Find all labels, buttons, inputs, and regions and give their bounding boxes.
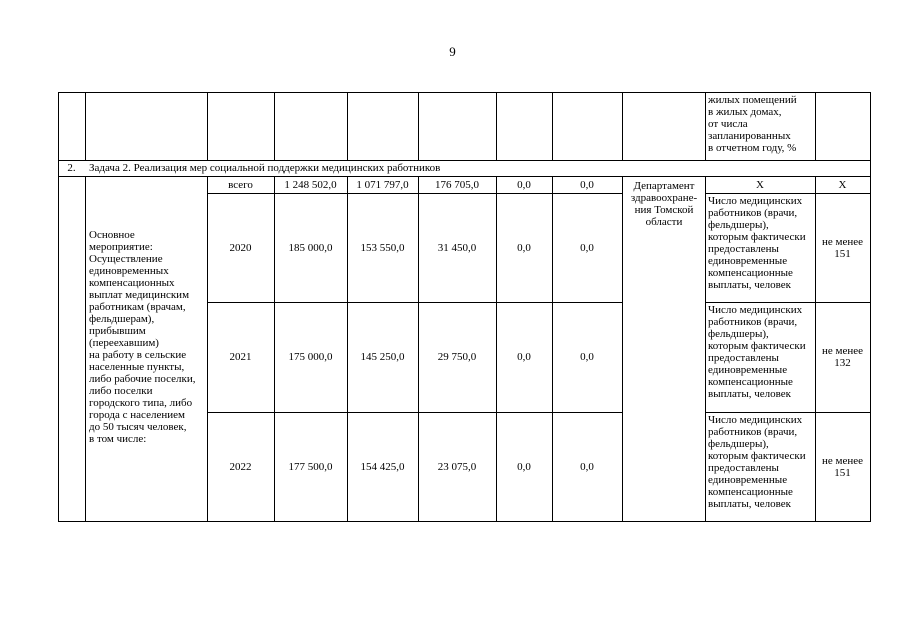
total-col2: 1 071 797,0 — [356, 179, 409, 191]
total-year: всего — [228, 179, 253, 191]
row-col3: 31 450,0 — [437, 242, 477, 254]
row-col2: 145 250,0 — [360, 351, 405, 363]
row-value: не менее 151 — [821, 455, 863, 479]
total-col3: 176 705,0 — [435, 179, 479, 191]
total-col4: 0,0 — [517, 179, 531, 191]
row-value: не менее 132 — [821, 345, 863, 369]
row-col4: 0,0 — [517, 461, 531, 473]
task-title: Задача 2. Реализация мер социальной поддержки медицинских работников — [89, 162, 441, 174]
row-col1: 185 000,0 — [288, 242, 333, 254]
row-year: 2022 — [229, 461, 252, 473]
executor: Департамент здравоохране- ния Томской области — [630, 180, 698, 228]
row-indicator: Число медицинских работников (врачи, фельдшеры), которым фактически предоставлены единовременные компенсационные выплаты, человек — [708, 304, 806, 400]
top-indicator-text: жилых помещений в жилых домах, от числа запланированных в отчетном году, % — [708, 94, 797, 154]
row-col4: 0,0 — [517, 242, 531, 254]
total-indicator: X — [756, 179, 764, 191]
page-number: 9 — [449, 44, 456, 59]
row-col1: 177 500,0 — [288, 461, 333, 473]
row-indicator: Число медицинских работников (врачи, фельдшеры), которым фактически предоставлены единовременные компенсационные выплаты, человек — [708, 414, 806, 510]
row-indicator: Число медицинских работников (врачи, фельдшеры), которым фактически предоставлены единовременные компенсационные выплаты, человек — [708, 195, 806, 291]
row-col5: 0,0 — [580, 461, 594, 473]
row-col3: 23 075,0 — [437, 461, 477, 473]
row-col1: 175 000,0 — [288, 351, 333, 363]
row-value: не менее 151 — [821, 236, 863, 260]
row-year: 2020 — [229, 242, 252, 254]
row-col5: 0,0 — [580, 242, 594, 254]
row-col4: 0,0 — [517, 351, 531, 363]
measure-name: Основное мероприятие: Осуществление единовременных компенсационных выплат медицинским работникам (врачам, фельдшерам), прибывшим (переехавшим) на работу в сельские населенные пункты, либо рабочие поселки, либо поселки городского типа, либо города с населением до 50 тысяч человек, в том числе: — [89, 229, 196, 445]
row-col2: 153 550,0 — [360, 242, 405, 254]
row-col5: 0,0 — [580, 351, 594, 363]
row-year: 2021 — [229, 351, 252, 363]
total-value: X — [838, 179, 847, 191]
row-col3: 29 750,0 — [437, 351, 477, 363]
task-number: 2. — [67, 162, 76, 174]
row-col2: 154 425,0 — [360, 461, 405, 473]
total-col5: 0,0 — [580, 179, 594, 191]
total-col1: 1 248 502,0 — [284, 179, 337, 191]
